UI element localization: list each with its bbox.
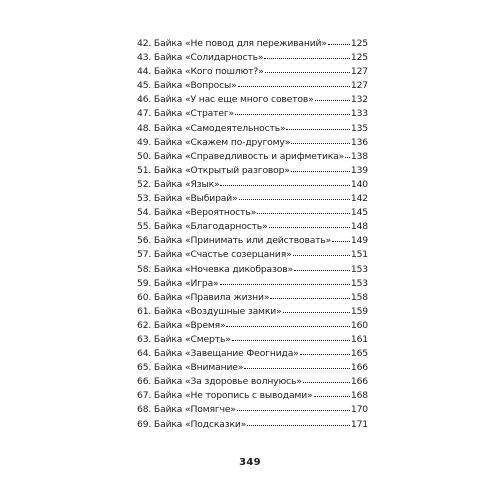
toc-entry-page: 151: [350, 249, 368, 261]
toc-entry: [137, 291, 368, 305]
toc-entry-title: 64. Байка «Завещание Феогнида»: [137, 348, 299, 360]
toc-dot-leader: [291, 141, 350, 144]
toc-dot-leader: [257, 211, 350, 214]
toc-entry: [137, 361, 368, 375]
toc-entry-page: 135: [350, 122, 368, 134]
toc-dot-leader: [315, 98, 350, 101]
toc-dot-leader: [232, 338, 350, 341]
toc-dot-leader: [270, 296, 350, 299]
toc-entry: [137, 418, 368, 432]
toc-entry-page: 158: [350, 291, 368, 303]
toc-entry: [137, 389, 368, 403]
toc-dot-leader: [239, 197, 350, 200]
toc-entry-page: 166: [350, 362, 368, 374]
toc-entry-title: 50. Байка «Справедливость и арифметика»: [137, 150, 345, 162]
toc-entry-title: 42. Байка «Не повод для переживаний»: [137, 38, 327, 49]
toc-dot-leader: [283, 310, 350, 313]
toc-entry-page: 159: [350, 305, 368, 317]
toc-entry: [137, 79, 368, 93]
toc-dot-leader: [247, 423, 350, 426]
toc-entry-title: 47. Байка «Стратег»: [137, 108, 234, 120]
toc-entry-page: 148: [350, 221, 368, 233]
toc-entry-title: 43. Байка «Солидарность»: [137, 52, 264, 64]
toc-entry-page: 132: [350, 94, 368, 106]
toc-entry-title: 49. Байка «Скажем по-другому»: [137, 136, 291, 148]
toc-entry-page: 142: [350, 193, 368, 205]
toc-entry: [137, 192, 368, 206]
toc-entry-page: 149: [350, 235, 368, 247]
toc-entry: [137, 375, 368, 389]
toc-entry-title: 55. Байка «Благодарность»: [137, 221, 268, 233]
toc-dot-leader: [314, 394, 350, 397]
toc-entry-title: 46. Байка «У нас еще много советов»: [137, 94, 314, 106]
toc-entry: [137, 206, 368, 220]
toc-dot-leader: [220, 183, 349, 186]
toc-entry: [137, 305, 368, 319]
toc-entry-title: 57. Байка «Счастье созерцания»: [137, 249, 292, 261]
toc-entry-page: 165: [350, 348, 368, 360]
toc-entry-page: 125: [350, 38, 368, 49]
toc-entry-page: 140: [350, 178, 368, 190]
toc-dot-leader: [238, 84, 350, 87]
toc-entry-title: 61. Байка «Воздушные замки»: [137, 305, 282, 317]
toc-entry-title: 66. Байка «За здоровье волнуюсь»: [137, 376, 302, 388]
toc-entry-title: 54. Байка «Вероятность»: [137, 207, 257, 219]
toc-dot-leader: [294, 268, 350, 271]
toc-entry: [137, 122, 368, 136]
toc-entry: [137, 136, 368, 150]
toc-entry-title: 65. Байка «Внимание»: [137, 362, 244, 374]
toc-dot-leader: [269, 225, 350, 228]
toc-entry: [137, 65, 368, 79]
toc-dot-leader: [291, 169, 350, 172]
toc-entry-page: 145: [350, 207, 368, 219]
toc-entry-title: 60. Байка «Правила жизни»: [137, 291, 270, 303]
toc-entry-title: 56. Байка «Принимать или действовать»: [137, 235, 332, 247]
toc-entry: [137, 150, 368, 164]
toc-entry-title: 63. Байка «Смерть»: [137, 333, 231, 345]
toc-entry: [137, 107, 368, 121]
toc-entry-title: 53. Байка «Выбирай»: [137, 193, 238, 205]
toc-dot-leader: [300, 352, 350, 355]
toc-entry-page: 125: [350, 52, 368, 64]
toc-dot-leader: [244, 366, 350, 369]
toc-entry-title: 59. Байка «Игра»: [137, 277, 219, 289]
toc-entry-page: 127: [350, 80, 368, 92]
toc-entry: [137, 263, 368, 277]
toc-entry-title: 44. Байка «Кого пошлют?»: [137, 66, 264, 78]
toc-dot-leader: [264, 56, 350, 59]
toc-entry-page: 139: [350, 164, 368, 176]
toc-entry-page: 166: [350, 376, 368, 388]
toc-entry-page: 160: [350, 319, 368, 331]
toc-dot-leader: [303, 380, 350, 383]
toc-dot-leader: [265, 70, 350, 73]
toc-entry: [137, 178, 368, 192]
toc-entry: [137, 248, 368, 262]
toc-entry-title: 51. Байка «Открытый разговор»: [137, 164, 290, 176]
toc-dot-leader: [328, 42, 350, 45]
toc-dot-leader: [286, 127, 349, 130]
toc-dot-leader: [332, 239, 350, 242]
toc-dot-leader: [237, 408, 350, 411]
toc-entry-title: 48. Байка «Самодеятельность»: [137, 122, 286, 134]
toc-entry-page: 136: [350, 136, 368, 148]
toc-entry-title: 45. Байка «Вопросы»: [137, 80, 237, 92]
toc-dot-leader: [293, 253, 350, 256]
toc-entry: [137, 220, 368, 234]
toc-entry-page: 127: [350, 66, 368, 78]
toc-entry-title: 67. Байка «Не торопись с выводами»: [137, 390, 313, 402]
toc-entry-title: 62. Байка «Время»: [137, 319, 226, 331]
toc-entry-page: 133: [350, 108, 368, 120]
toc-entry-title: 69. Байка «Подсказки»: [137, 418, 247, 430]
toc-entry: [137, 277, 368, 291]
toc-entry-title: 52. Байка «Язык»: [137, 178, 220, 190]
page-number: 349: [239, 457, 261, 468]
toc-entry-page: 153: [350, 263, 368, 275]
toc-dot-leader: [226, 324, 349, 327]
toc-entry: [137, 37, 368, 51]
toc-dot-leader: [235, 112, 350, 115]
toc-entry-page: 153: [350, 277, 368, 289]
toc-entry: [137, 93, 368, 107]
toc-entry-page: 170: [350, 404, 368, 416]
toc-entry-title: 58. Байка «Ночевка дикобразов»: [137, 263, 293, 275]
toc-entry-page: 171: [350, 418, 368, 430]
toc-dot-leader: [345, 155, 350, 158]
toc-entry-page: 168: [350, 390, 368, 402]
toc-entry-title: 68. Байка «Помягче»: [137, 404, 236, 416]
toc-entry: [137, 347, 368, 361]
toc-dot-leader: [220, 282, 350, 285]
toc-entry-page: 161: [350, 333, 368, 345]
toc-entry-page: 138: [350, 150, 368, 162]
toc-entry: [137, 403, 368, 417]
toc-entry: [137, 333, 368, 347]
toc-entry: [137, 319, 368, 333]
toc-entry: [137, 234, 368, 248]
table-of-contents: [137, 37, 368, 432]
toc-entry: [137, 164, 368, 178]
toc-entry: [137, 51, 368, 65]
